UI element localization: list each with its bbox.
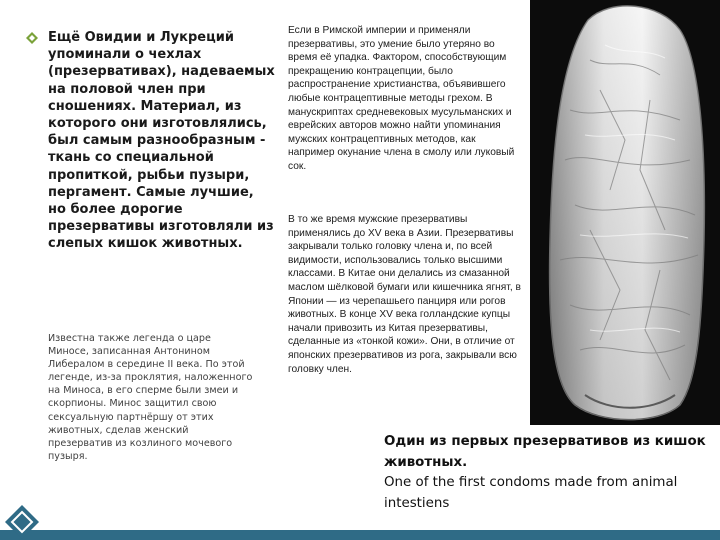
bottom-accent-bar (0, 530, 720, 540)
minos-legend-text: Известна также легенда о царе Миносе, записанная Антонином Либералом в середине II века. По этой легенде, из-за проклятия, наложенного на Миноса, в его сперме были змеи и скорпионы. Минос защитил свою сексуальную партнёршу от этих животных, сделав женский презерватив из козлиного мочевого пузыря. (48, 333, 253, 462)
diamond-bullet-icon (26, 32, 38, 44)
condom-photo (530, 0, 720, 425)
middle-paragraph-1: Если в Римской империи и применяли презервативы, это умение было утеряно во время её упадка. Фактором, способствующим прекращению контрацепции, было распространение христианства, объявившего любые контрацептивные методы грехом. В манускриптах средневековых мусульманских и еврейских авторов можно найти упоминания мужских контрацептивных методов, как например окунание члена в смолу или луковый сок. (288, 25, 515, 172)
corner-diamond-icon (4, 504, 40, 540)
photo-caption (384, 432, 720, 514)
main-bullet-text: Ещё Овидии и Лукреций упоминали о чехлах (презервативах), надеваемых на половой член при сношениях. Материал, из которого они изготовлялись, был самым разнообразным - ткань со специальной пропиткой, рыбьи пузыри, пергамент. Самые лучшие, но более дорогие презервативы изготовляли из слепых кишок животных. (48, 30, 275, 252)
middle-paragraph-2: В то же время мужские презервативы применялись до XV века в Азии. Презервативы закрывали только головку члена и, по всей видимости, использовались только высшими классами. В Китае они делались из смазанной маслом шёлковой бумаги или кишечника ягнят, в Японии — из черепашьего панциря или рогов животных. В конце XV века голландские купцы начали привозить из Китая презервативы, сделанные из «тонкой кожи». Они, в отличие от японских презервативов из рога, закрывали всю головку член. (288, 214, 521, 375)
caption-english: One of the first condoms made from animal intestiens (384, 475, 678, 511)
caption-russian: Один из первых презервативов из кишок животных. (384, 434, 706, 470)
